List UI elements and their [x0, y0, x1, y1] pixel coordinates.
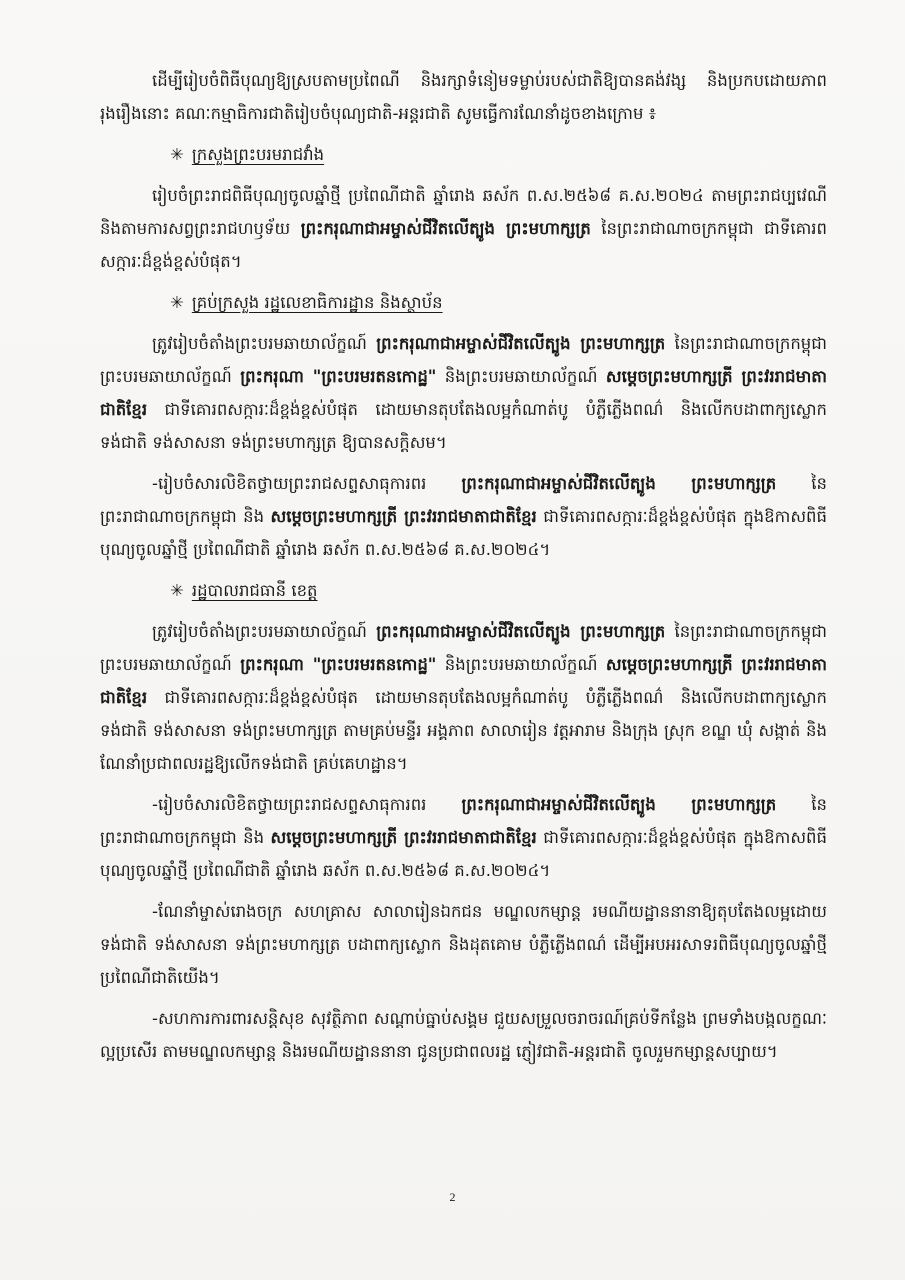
ministries-paragraph-letters: -រៀបចំសារលិខិតថ្វាយព្រះរាជសព្ទសាធុការពរ ព្រះករុណាជាអម្ចាស់ជីវិតលើត្បូង ព្រះមហាក្សត្រ នៃព្រះរាជាណាចក្រកម្ពុជា និង សម្តេចព្រះមហាក្សត្រី ព្រះវររាជមាតាជាតិខ្មែរ ជាទីគោរពសក្ការៈដ៏ខ្ពង់ខ្ពស់បំផុត ក្នុងឱកាសពិធីបុណ្យចូលឆ្នាំថ្មី ប្រពៃណីជាតិ ឆ្នាំរោង ឆស័ក ព.ស.២៥៦៨ គ.ស.២០២៤។ — [100, 474, 827, 559]
star-bullet-icon: ✳ — [170, 293, 184, 312]
page-number: 2 — [449, 1190, 456, 1204]
section-heading-royal-palace: ✳ ក្រសួងព្រះបរមរាជវាំង — [170, 145, 325, 164]
provinces-paragraph-letters: -រៀបចំសារលិខិតថ្វាយព្រះរាជសព្ទសាធុការពរ ព្រះករុណាជាអម្ចាស់ជីវិតលើត្បូង ព្រះមហាក្សត្រ នៃព្រះរាជាណាចក្រកម្ពុជា និង សម្តេចព្រះមហាក្សត្រី ព្រះវររាជមាតាជាតិខ្មែរ ជាទីគោរពសក្ការៈដ៏ខ្ពង់ខ្ពស់បំផុត ក្នុងឱកាសពិធីបុណ្យចូលឆ្នាំថ្មី ប្រពៃណីជាតិ ឆ្នាំរោង ឆស័ក ព.ស.២៥៦៨ គ.ស.២០២៤។ — [100, 795, 827, 880]
intro-paragraph: ដើម្បីរៀបចំពិធីបុណ្យឱ្យស្របតាមប្រពៃណី និងរក្សាទំនៀមទម្លាប់របស់ជាតិឱ្យបានគង់វង្ស និងប្រកបដោយភាពរុងរឿងនោះ គណៈកម្មាធិការជាតិរៀបចំបុណ្យជាតិ-អន្តរជាតិ សូមធ្វើការណែនាំដូចខាងក្រោម ៖ — [100, 71, 827, 123]
star-bullet-icon: ✳ — [170, 145, 184, 164]
star-bullet-icon: ✳ — [170, 581, 184, 600]
section-heading-ministries: ✳ គ្រប់ក្រសួង រដ្ឋលេខាធិការដ្ឋាន និងស្ថាប័ន — [170, 293, 443, 312]
provinces-paragraph-security: -សហការការពារសន្តិសុខ សុវត្ថិភាព សណ្តាប់ធ្នាប់សង្គម ជួយសម្រួលចរាចរណ៍គ្រប់ទីកន្លែង ព្រមទាំងបង្កលក្ខណៈល្អប្រសើរ តាមមណ្ឌលកម្សាន្ត និងរមណីយដ្ឋាននានា ជូនប្រជាពលរដ្ឋ ភ្ញៀវជាតិ-អន្តរជាតិ ចូលរួមកម្សាន្តសប្បាយ។ — [100, 1009, 827, 1061]
provinces-paragraph-decoration: -ណែនាំម្ចាស់រោងចក្រ សហគ្រាស សាលារៀនឯកជន មណ្ឌលកម្សាន្ត រមណីយដ្ឋាននានាឱ្យតុបតែងលម្អដោយទង់ជាតិ ទង់សាសនា ទង់ព្រះមហាក្សត្រ បដាពាក្យស្លោក និងដុតគោម បំភ្លឺភ្លើងពណ៌ ដើម្បីអបអរសាទរពិធីបុណ្យចូលឆ្នាំថ្មី ប្រពៃណីជាតិយើង។ — [100, 902, 827, 987]
royal-palace-paragraph: រៀបចំព្រះរាជពិធីបុណ្យចូលឆ្នាំថ្មី ប្រពៃណីជាតិ ឆ្នាំរោង ឆស័ក ព.ស.២៥៦៨ គ.ស.២០២៤ តាមព្រះរាជប្បវេណី និងតាមការសព្វព្រះរាជហឫទ័យ ព្រះករុណាជាអម្ចាស់ជីវិតលើត្បូង ព្រះមហាក្សត្រ នៃព្រះរាជាណាចក្រកម្ពុជា ជាទីគោរពសក្ការៈដ៏ខ្ពង់ខ្ពស់បំផុត។ — [100, 186, 827, 271]
section-heading-provinces: ✳ រដ្ឋបាលរាជធានី ខេត្ត — [170, 581, 318, 600]
provinces-paragraph-portraits: ត្រូវរៀបចំតាំងព្រះបរមឆាយាល័ក្ខណ៍ ព្រះករុណាជាអម្ចាស់ជីវិតលើត្បូង ព្រះមហាក្សត្រ នៃព្រះរាជាណាចក្រកម្ពុជា ព្រះបរមឆាយាល័ក្ខណ៍ ព្រះករុណា "ព្រះបរមរតនកោដ្ឋ" និងព្រះបរមឆាយាល័ក្ខណ៍ សម្តេចព្រះមហាក្សត្រី ព្រះវររាជមាតាជាតិខ្មែរ ជាទីគោរពសក្ការៈដ៏ខ្ពង់ខ្ពស់បំផុត ដោយមានតុបតែងលម្អកំណាត់បូ បំភ្លឺភ្លើងពណ៌ និងលើកបដាពាក្យស្លោក ទង់ជាតិ ទង់សាសនា ទង់ព្រះមហាក្សត្រ តាមគ្រប់មន្ទីរ អង្គភាព សាលារៀន វត្តអារាម និងក្រុង ស្រុក ខណ្ឌ ឃុំ សង្កាត់ និងណែនាំប្រជាពលរដ្ឋឱ្យលើកទង់ជាតិ គ្រប់គេហដ្ឋាន។ — [100, 622, 827, 773]
ministries-paragraph-portraits: ត្រូវរៀបចំតាំងព្រះបរមឆាយាល័ក្ខណ៍ ព្រះករុណាជាអម្ចាស់ជីវិតលើត្បូង ព្រះមហាក្សត្រ នៃព្រះរាជាណាចក្រកម្ពុជា ព្រះបរមឆាយាល័ក្ខណ៍ ព្រះករុណា "ព្រះបរមរតនកោដ្ឋ" និងព្រះបរមឆាយាល័ក្ខណ៍ សម្តេចព្រះមហាក្សត្រី ព្រះវររាជមាតាជាតិខ្មែរ ជាទីគោរពសក្ការៈដ៏ខ្ពង់ខ្ពស់បំផុត ដោយមានតុបតែងលម្អកំណាត់បូ បំភ្លឺភ្លើងពណ៌ និងលើកបដាពាក្យស្លោក ទង់ជាតិ ទង់សាសនា ទង់ព្រះមហាក្សត្រ ឱ្យបានសក្តិសម។ — [100, 334, 827, 452]
